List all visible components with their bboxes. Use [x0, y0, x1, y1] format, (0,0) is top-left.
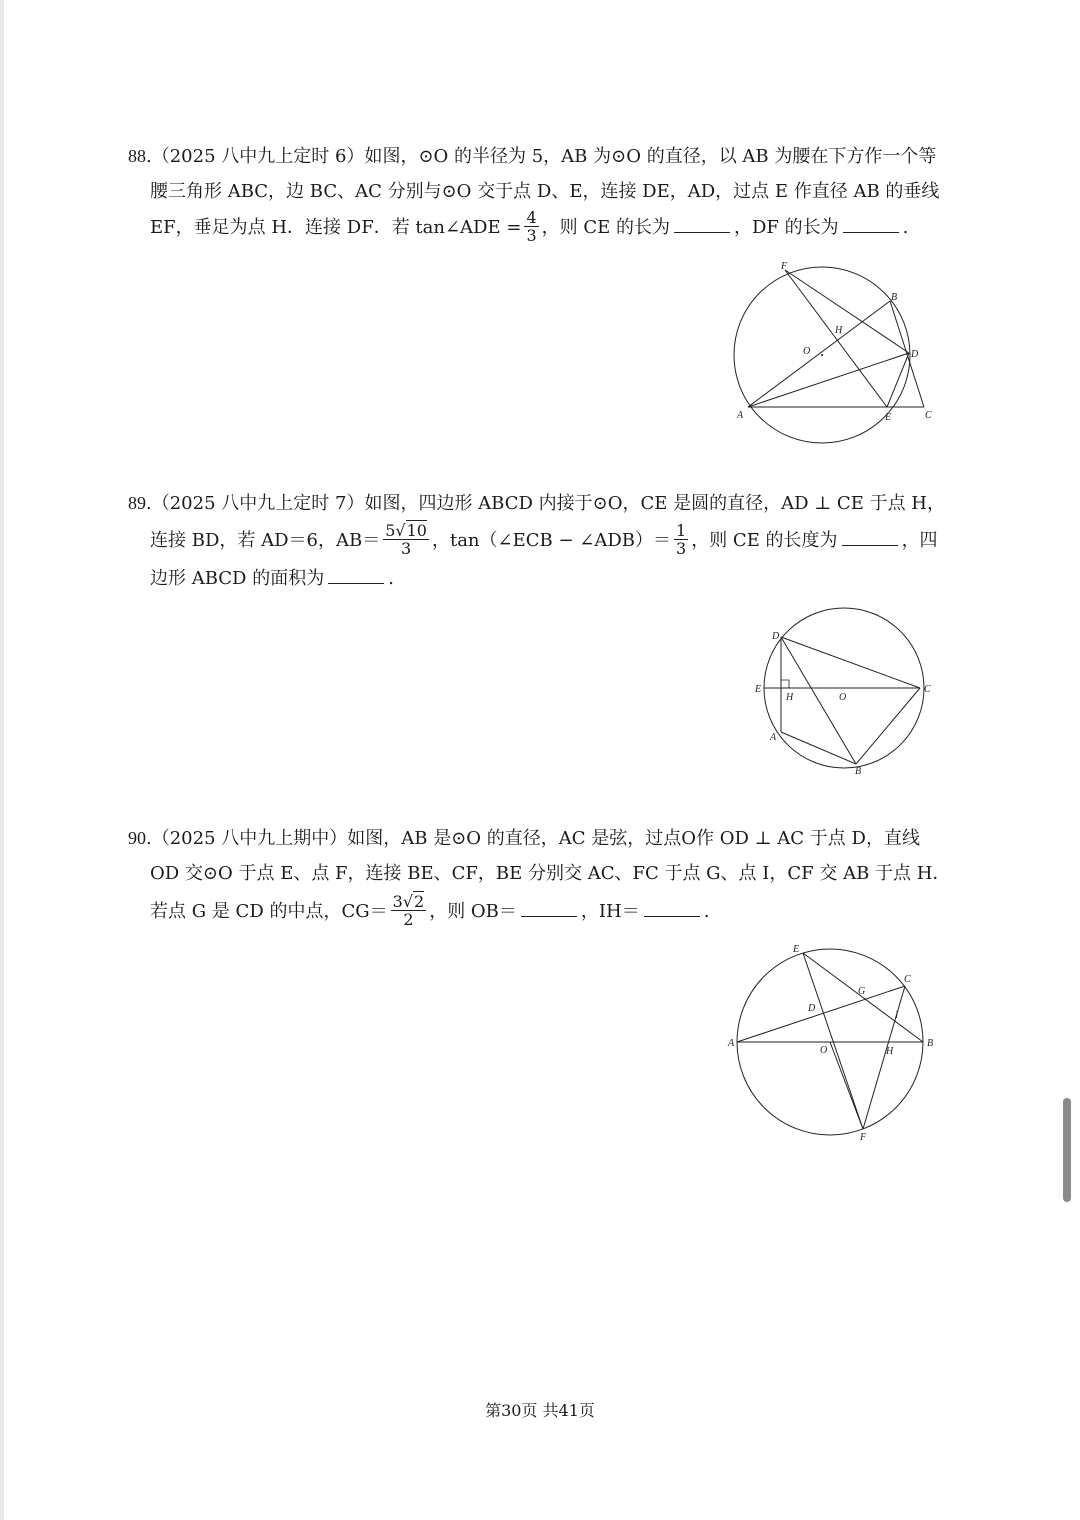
- left-edge: [0, 0, 4, 1520]
- figure-90: [726, 940, 946, 1145]
- problem-88: [128, 138, 964, 246]
- label-H: H: [835, 325, 843, 336]
- answer-blank[interactable]: [644, 898, 700, 917]
- problem-text: ，则 OB＝: [429, 901, 517, 922]
- label-C: C: [904, 974, 911, 985]
- problem-text: ，IH＝: [580, 901, 640, 922]
- figure-89: [752, 604, 942, 779]
- label-C: C: [924, 684, 931, 695]
- problem-number: 90: [128, 828, 146, 848]
- problem-text: 连接 BD，若 AD＝6，AB＝: [150, 530, 381, 551]
- scrollbar-thumb[interactable]: [1063, 1098, 1071, 1202]
- fraction: $\frac{3√2}{2}$: [392, 891, 425, 929]
- problem-88-line-1: 88.（2025 八中九上定时 6）如图，⊙O 的半径为 5，AB 为⊙O 的直径，以 AB 为腰在下方作一个等: [128, 146, 937, 167]
- figure-88: [728, 260, 948, 450]
- label-F: F: [860, 1132, 867, 1143]
- label-B: B: [855, 766, 862, 777]
- label-G: G: [858, 986, 866, 997]
- problem-source: （2025 八中九上定时 6）: [151, 146, 365, 167]
- problem-text: 若点 G 是 CD 的中点，CG＝: [150, 901, 388, 922]
- problem-number: 89: [128, 493, 146, 513]
- label-E: E: [885, 412, 892, 423]
- problem-text: 边形 ABCD 的面积为: [150, 568, 325, 589]
- label-A: A: [728, 1038, 735, 1049]
- problem-text: EF，垂足为点 H．连接 DF．若 tan∠ADE =: [150, 217, 522, 238]
- fraction: $\frac{4}{3}$: [526, 207, 537, 245]
- label-O: O: [839, 692, 847, 703]
- problem-source: （2025 八中九上期中）: [151, 828, 348, 849]
- label-O: O: [803, 346, 811, 357]
- label-H: H: [886, 1046, 894, 1057]
- problem-text: 如图，AB 是⊙O 的直径，AC 是弦，过点O作 OD ⊥ AC 于点 D，直线: [347, 828, 920, 849]
- problem-90-line-1: 90.（2025 八中九上期中）如图，AB 是⊙O 的直径，AC 是弦，过点O作 OD ⊥ AC 于点 D，直线: [128, 828, 920, 849]
- problem-89-line-3: 边形 ABCD 的面积为 .: [128, 561, 964, 597]
- label-C: C: [925, 410, 932, 421]
- answer-blank[interactable]: [521, 898, 577, 917]
- problem-text: 如图，⊙O 的半径为 5，AB 为⊙O 的直径，以 AB 为腰在下方作一个等: [364, 146, 937, 167]
- answer-blank[interactable]: [674, 214, 730, 233]
- problem-text: 腰三角形 ABC，边 BC、AC 分别与⊙O 交于点 D、E，连接 DE，AD，过点 E 作直径 AB 的垂线: [150, 181, 940, 202]
- problem-text: ，四: [901, 530, 938, 551]
- problem-88-line-3: EF，垂足为点 H．连接 DF．若 tan∠ADE = $\frac{4}{3}$ ，则 CE 的长为 ，DF 的长为 .: [150, 207, 909, 245]
- problem-90: [128, 820, 964, 932]
- problem-text: ，则 CE 的长为: [541, 217, 670, 238]
- problem-89: [128, 485, 964, 597]
- problem-source: （2025 八中九上定时 7）: [151, 493, 365, 514]
- label-O: O: [820, 1045, 828, 1056]
- label-D: D: [911, 349, 919, 360]
- label-D: D: [808, 1003, 816, 1014]
- problem-text: ，则 CE 的长度为: [691, 530, 838, 551]
- problem-90-line-2: [128, 856, 964, 892]
- problem-text: 如图，四边形 ABCD 内接于⊙O，CE 是圆的直径，AD ⊥ CE 于点 H，: [364, 493, 945, 514]
- page-footer: 第30页 共41页: [485, 1401, 595, 1420]
- label-A: A: [737, 410, 744, 421]
- answer-blank[interactable]: [843, 214, 899, 233]
- label-A: A: [770, 732, 777, 743]
- label-E: E: [755, 684, 762, 695]
- label-B: B: [927, 1038, 934, 1049]
- label-E: E: [793, 944, 800, 955]
- problem-number: 88: [128, 146, 146, 166]
- label-D: D: [772, 631, 780, 642]
- label-H: H: [786, 692, 794, 703]
- label-F: F: [781, 261, 788, 272]
- problem-90-line-3: 若点 G 是 CD 的中点，CG＝ $\frac{3√2}{2}$ ，则 OB＝ ，IH＝ .: [150, 891, 710, 929]
- fraction: $\frac{1}{3}$: [676, 520, 687, 558]
- label-I: I: [895, 1010, 899, 1021]
- problem-text: ，DF 的长为: [733, 217, 839, 238]
- label-B: B: [891, 292, 898, 303]
- problem-text: OD 交⊙O 于点 E、点 F，连接 BE、CF，BE 分别交 AC、FC 于点 G、点 I，CF 交 AB 于点 H．: [150, 863, 951, 884]
- answer-blank[interactable]: [328, 565, 384, 584]
- problem-89-line-2: [128, 521, 964, 561]
- problem-text: ，tan（∠ECB − ∠ADB）＝: [431, 530, 672, 551]
- fraction: $\frac{5√10}{3}$: [385, 520, 427, 558]
- problem-89-line-1: 89.（2025 八中九上定时 7）如图，四边形 ABCD 内接于⊙O，CE 是圆的直径，AD ⊥ CE 于点 H，: [128, 493, 945, 514]
- problem-88-line-2: [128, 174, 964, 210]
- answer-blank[interactable]: [842, 527, 898, 546]
